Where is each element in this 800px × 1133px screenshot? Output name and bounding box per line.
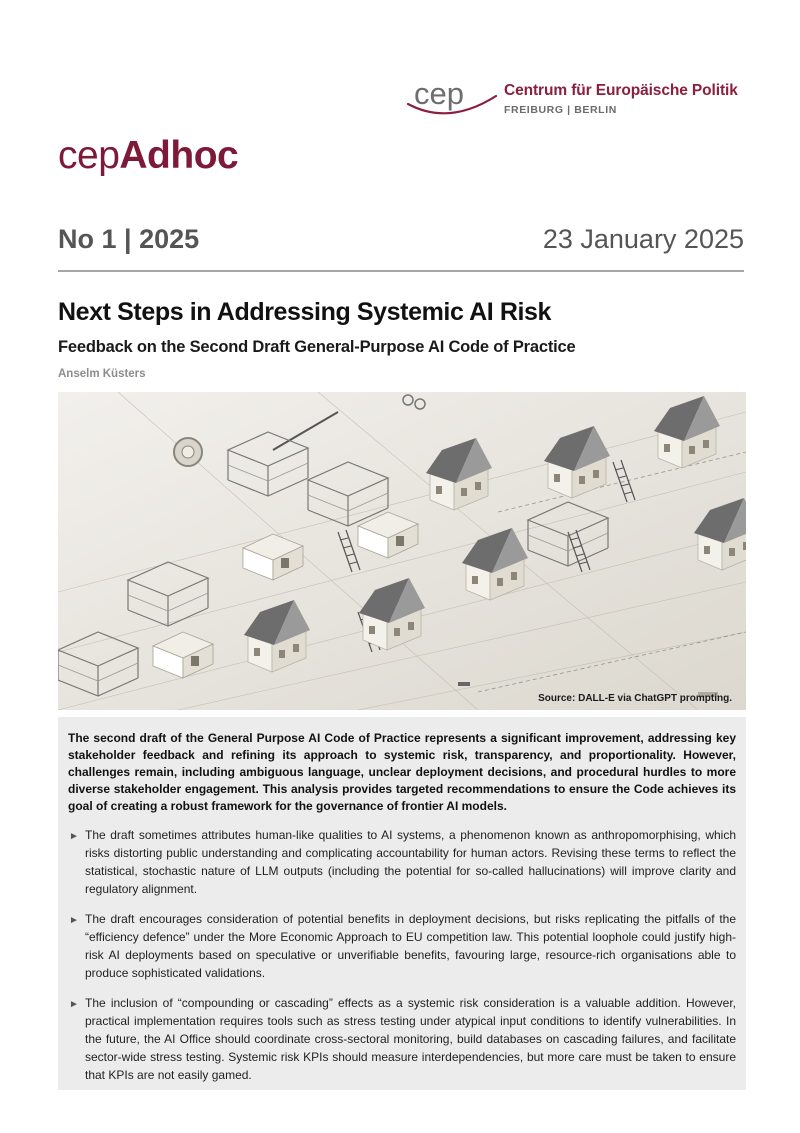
architecture-illustration	[58, 392, 746, 710]
bullet-text: The draft encourages consideration of potential benefits in deployment decisions, but risks replicating the pitfalls of the “efficiency defence” under the More Economic Approach to EU competition law. This potential loophole could justify high-risk AI deployments based on speculative or unverifiable benefits, favouring large, resource-rich organisations able to produce sophisticated validations.	[85, 912, 736, 980]
org-name: Centrum für Europäische Politik	[504, 82, 738, 99]
cep-logo[interactable]	[404, 74, 744, 124]
list-item	[68, 994, 736, 1084]
issue-number: No 1 | 2025	[58, 224, 200, 254]
image-caption: Source: DALL-E via ChatGPT prompting.	[538, 693, 732, 704]
org-cities: FREIBURG | BERLIN	[504, 104, 617, 116]
header-divider	[58, 270, 744, 272]
bullet-text: The inclusion of “compounding or cascading” effects as a systemic risk consideration is a valuable addition. However, practical implementation requires tools such as stress testing under atypical input conditions to identify vulnerabilities. In the future, the AI Office should coordinate cross-sectoral monitoring, build databases on cascading failures, and facilitate sector-wide stress testing. Systemic risk KPIs should measure interdependencies, but more care must be taken to ensure that KPIs are not easily gamed.	[85, 996, 736, 1082]
logo-mark-text: cep	[414, 76, 464, 111]
series-name: Adhoc	[119, 134, 239, 177]
triangle-bullet-icon: ►	[69, 831, 79, 842]
series-prefix: cep	[58, 134, 120, 177]
logo-text	[504, 82, 738, 116]
issue-row	[58, 224, 744, 264]
triangle-bullet-icon: ►	[69, 915, 79, 926]
issue-date: 23 January 2025	[542, 224, 744, 254]
abstract-text: The second draft of the General Purpose AI Code of Practice represents a significant improvement, addressing key stakeholder feedback and refining its approach to systemic risk, transparency, and proportionality. However, challenges remain, including ambiguous language, unclear deployment decisions, and procedural hurdles to more diverse stakeholder engagement. This analysis provides targeted recommendations to ensure the Code achieves its goal of creating a robust framework for the governance of frontier AI models.	[68, 731, 736, 813]
triangle-bullet-icon: ►	[69, 999, 79, 1010]
list-item	[68, 826, 736, 898]
bullet-text: The draft sometimes attributes human-like qualities to AI systems, a phenomenon known as anthropomorphising, which risks distorting public understanding and complicating accountability for human actors. Revising these terms to reflect the statistical, stochastic nature of LLM outputs (including the potential for so-called hallucinations) will improve clarity and regulatory alignment.	[85, 828, 736, 896]
page-subtitle: Feedback on the Second Draft General-Purpose AI Code of Practice	[58, 338, 576, 356]
series-title	[58, 134, 238, 178]
summary-box	[58, 717, 746, 1090]
list-item	[68, 910, 736, 982]
author-name: Anselm Küsters	[58, 368, 146, 380]
key-findings-list	[68, 826, 736, 1084]
hero-image	[58, 392, 746, 710]
cep-logo-mark-icon	[404, 74, 504, 124]
page-title: Next Steps in Addressing Systemic AI Risk	[58, 298, 552, 326]
